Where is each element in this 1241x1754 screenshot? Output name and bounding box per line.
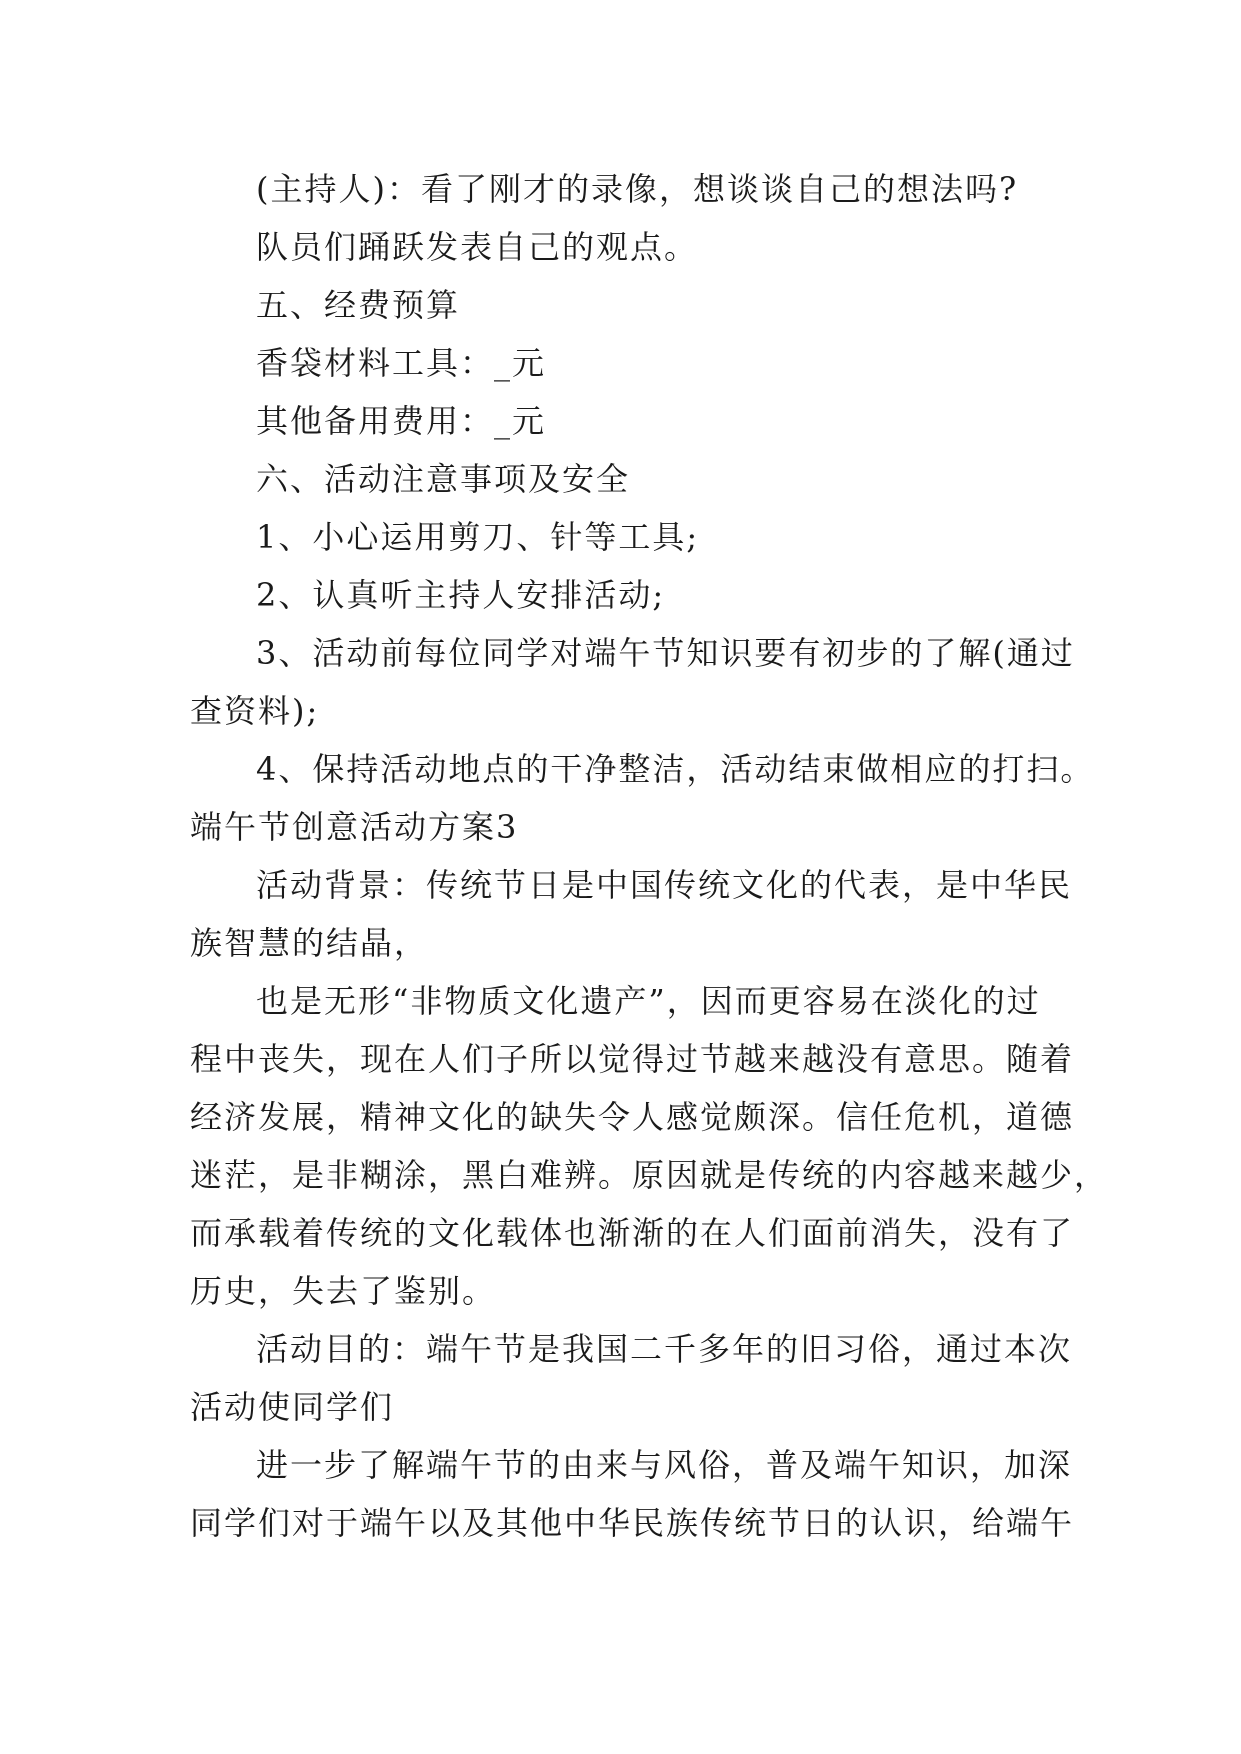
text-line: 活动背景：传统节日是中国传统文化的代表，是中华民: [256, 866, 1073, 904]
text-line: 历史，失去了鉴别。: [190, 1272, 497, 1310]
list-item: 4、保持活动地点的干净整洁，活动结束做相应的打扫。: [256, 750, 1095, 788]
text-line: 族智慧的结晶，: [190, 924, 429, 962]
text-line: 队员们踊跃发表自己的观点。: [256, 228, 699, 266]
list-item: 3、活动前每位同学对端午节知识要有初步的了解(通过: [256, 634, 1075, 672]
section-heading: 六、活动注意事项及安全: [256, 460, 631, 498]
list-item: 2、认真听主持人安排活动;: [256, 576, 666, 614]
list-item-continuation: 查资料);: [190, 692, 320, 730]
section-heading: 五、经费预算: [256, 286, 461, 324]
document-title: 端午节创意活动方案3: [190, 808, 519, 846]
list-item: 1、小心运用剪刀、针等工具;: [256, 518, 700, 556]
text-line: 程中丧失，现在人们子所以觉得过节越来越没有意思。随着: [190, 1040, 1075, 1078]
document-body: [190, 160, 1109, 1552]
text-line: 同学们对于端午以及其他中华民族传统节日的认识，给端午: [190, 1504, 1075, 1542]
text-line: 活动使同学们: [190, 1388, 395, 1426]
text-line: 而承载着传统的文化载体也渐渐的在人们面前消失，没有了: [190, 1214, 1075, 1252]
text-line: 迷茫，是非糊涂，黑白难辨。原因就是传统的内容越来越少，: [190, 1156, 1109, 1194]
text-line: (主持人)：看了刚才的录像，想谈谈自己的想法吗?: [256, 170, 1019, 208]
text-line: 也是无形“非物质文化遗产”，因而更容易在淡化的过: [256, 982, 1041, 1020]
text-line: 经济发展，精神文化的缺失令人感觉颇深。信任危机，道德: [190, 1098, 1075, 1136]
text-line: 进一步了解端午节的由来与风俗，普及端午知识，加深: [256, 1446, 1073, 1484]
text-line: 其他备用费用：_元: [256, 402, 547, 440]
text-line: 活动目的：端午节是我国二千多年的旧习俗，通过本次: [256, 1330, 1073, 1368]
text-line: 香袋材料工具：_元: [256, 344, 547, 382]
